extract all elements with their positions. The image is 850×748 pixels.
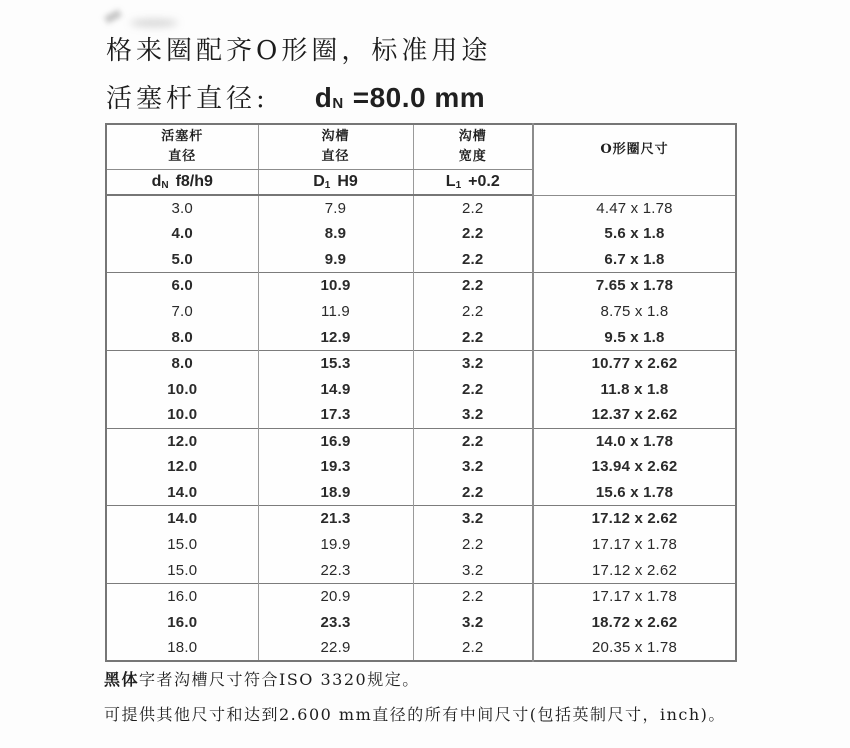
table-cell: 14.0	[106, 506, 258, 532]
table-row	[106, 480, 736, 506]
table-cell: 2.2	[413, 376, 533, 402]
table-cell: 16.0	[106, 583, 258, 609]
footnote-iso	[104, 667, 726, 690]
table-cell: 11.9	[258, 299, 413, 325]
table-row	[106, 402, 736, 428]
table-cell: 12.9	[258, 324, 413, 350]
table-cell: 15.6 x 1.78	[533, 480, 736, 506]
table-cell: 2.2	[413, 324, 533, 350]
table-cell: 2.2	[413, 221, 533, 247]
rod-diameter-value	[315, 82, 485, 114]
table-cell: 15.0	[167, 561, 198, 579]
table-cell: 2.2	[413, 480, 533, 506]
table-row	[106, 454, 736, 480]
table-cell: 21.3	[258, 506, 413, 532]
table-cell: 19.9	[258, 532, 413, 558]
rod-diameter-label: 活塞杆直径:	[106, 84, 269, 114]
table-cell: 17.12 x 2.62	[533, 506, 736, 532]
table-cell: 8.9	[258, 221, 413, 247]
diameter-symbol: d	[314, 82, 333, 113]
table-cell: 20.35 x 1.78	[533, 635, 736, 661]
table-cell: 4.0	[171, 225, 193, 243]
table-cell: 8.75 x 1.8	[533, 299, 736, 325]
table-cell: 9.5 x 1.8	[533, 324, 736, 350]
table-cell: 3.2	[413, 609, 533, 635]
col-header-oring-size: O形圈尺寸	[533, 124, 736, 195]
table-cell: 14.0	[167, 483, 198, 501]
diameter-symbol-subscript: N	[332, 95, 344, 112]
table-cell: 22.9	[258, 635, 413, 661]
table-row	[106, 532, 736, 558]
table-cell: 3.2	[413, 402, 533, 428]
table-cell: 18.72 x 2.62	[533, 609, 736, 635]
table-cell: 6.0	[106, 273, 258, 299]
header-row-names	[106, 124, 736, 169]
table-cell: 3.0	[171, 199, 193, 217]
table-cell: 2.2	[413, 635, 533, 661]
page-title	[106, 30, 491, 115]
table-cell: 3.2	[413, 454, 533, 480]
table-cell: 12.0	[106, 428, 258, 454]
table-cell: 10.9	[258, 273, 413, 299]
table-cell: 18.0	[167, 639, 198, 657]
table-row	[106, 609, 736, 635]
footnotes	[104, 667, 726, 725]
table-cell: 17.17 x 1.78	[533, 583, 736, 609]
table-row	[106, 583, 736, 609]
table-row	[106, 635, 736, 661]
table-cell: 5.6 x 1.8	[533, 221, 736, 247]
diameter-value-text: =80.0 mm	[352, 82, 486, 113]
table-cell: 12.0	[167, 458, 198, 476]
table-cell: 12.37 x 2.62	[533, 402, 736, 428]
table-cell: 20.9	[258, 583, 413, 609]
table-cell: 7.0	[171, 303, 193, 320]
col-header-groove-diameter: 沟槽 直径	[258, 124, 413, 169]
table-cell: 11.8 x 1.8	[533, 376, 736, 402]
table-cell: 7.9	[258, 195, 413, 221]
table-cell: 15.3	[258, 350, 413, 376]
footnote-bold-term: 黑体	[104, 670, 140, 689]
symbol-header-l1: $L_1 +0.2$	[413, 169, 533, 195]
table-row	[106, 195, 736, 221]
table-cell: 2.2	[413, 247, 533, 273]
table-cell: 7.65 x 1.78	[533, 273, 736, 299]
table-row	[106, 273, 736, 299]
footnote-intermediate-sizes: 可提供其他尺寸和达到2.600 mm直径的所有中间尺寸(包括英制尺寸，inch)。	[104, 705, 726, 724]
table-cell: 17.12 x 2.62	[533, 557, 736, 583]
table-row	[106, 221, 736, 247]
table-cell: 3.2	[413, 350, 533, 376]
table-cell: 3.2	[413, 506, 533, 532]
table-cell: 2.2	[413, 583, 533, 609]
table-cell: 2.2	[413, 195, 533, 221]
title-line-2	[106, 78, 491, 115]
table-cell: 10.0	[167, 380, 198, 398]
scan-artifact	[130, 19, 178, 27]
col-header-piston-rod-diameter: 活塞杆 直径	[106, 124, 258, 169]
spec-table	[105, 123, 737, 662]
table-cell: 2.2	[413, 299, 533, 325]
table-cell: 9.9	[258, 247, 413, 273]
table-row	[106, 350, 736, 376]
table-cell: 16.9	[258, 428, 413, 454]
spec-table-header	[106, 124, 736, 195]
table-cell: 16.0	[167, 613, 198, 631]
table-cell: 13.94 x 2.62	[533, 454, 736, 480]
table-row	[106, 299, 736, 325]
table-cell: 8.0	[106, 350, 258, 376]
footnote-iso-text: 字者沟槽尺寸符合ISO 3320规定。	[139, 670, 420, 689]
table-cell: 3.2	[413, 557, 533, 583]
table-cell: 8.0	[171, 328, 193, 346]
table-row	[106, 324, 736, 350]
title-line-1: 格来圈配齐O形圈，标准用途	[106, 36, 492, 66]
table-cell: 2.2	[413, 532, 533, 558]
table-row	[106, 376, 736, 402]
symbol-header-d1: $D_1$ H9	[258, 169, 413, 195]
table-row	[106, 506, 736, 532]
table-cell: 10.0	[167, 406, 198, 424]
table-row	[106, 428, 736, 454]
table-cell: 18.9	[258, 480, 413, 506]
table-cell: 10.77 x 2.62	[533, 350, 736, 376]
col-header-groove-width: 沟槽 宽度	[413, 124, 533, 169]
symbol-header-dn: $d_N$ f8/h9	[106, 169, 258, 195]
table-cell: 14.0 x 1.78	[533, 428, 736, 454]
table-cell: 19.3	[258, 454, 413, 480]
table-cell: 15.0	[167, 536, 198, 554]
table-cell: 2.2	[413, 273, 533, 299]
table-cell: 5.0	[171, 250, 193, 268]
table-cell: 6.7 x 1.8	[533, 247, 736, 273]
table-row	[106, 247, 736, 273]
table-cell: 4.47 x 1.78	[533, 195, 736, 221]
table-cell: 17.17 x 1.78	[533, 532, 736, 558]
table-cell: 2.2	[413, 428, 533, 454]
table-cell: 22.3	[258, 557, 413, 583]
table-cell: 23.3	[258, 609, 413, 635]
table-cell: 14.9	[258, 376, 413, 402]
scan-artifact	[104, 10, 121, 24]
table-cell: 17.3	[258, 402, 413, 428]
spec-table-body	[106, 195, 736, 661]
table-row	[106, 557, 736, 583]
